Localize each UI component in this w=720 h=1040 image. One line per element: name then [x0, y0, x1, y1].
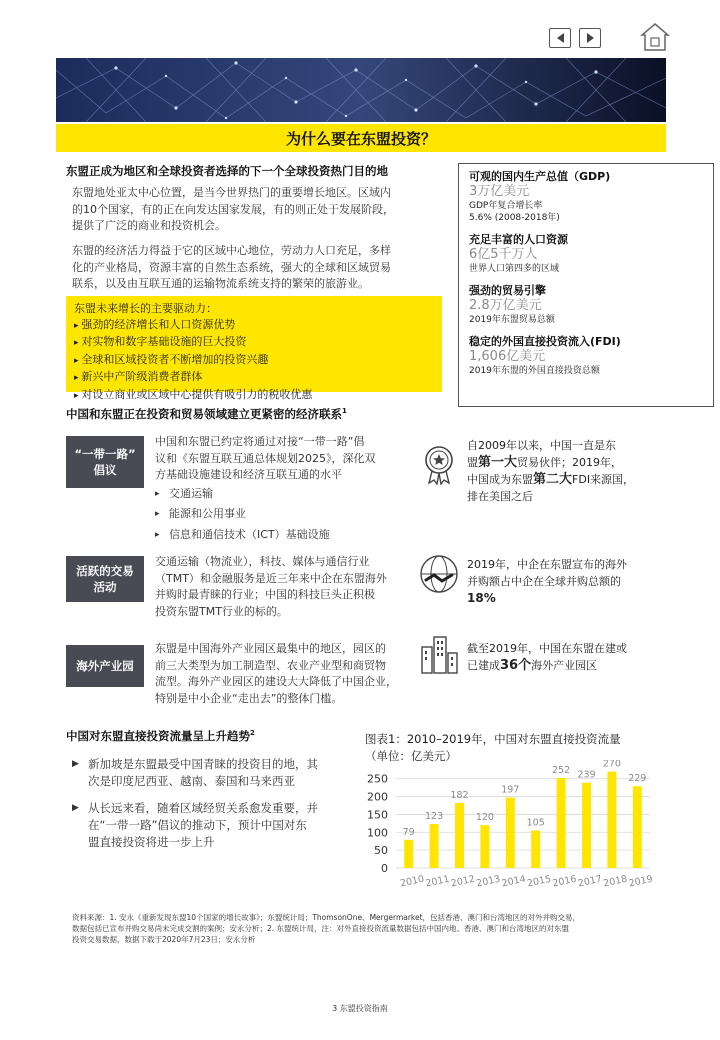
intro-paragraph-2: 东盟的经济活力得益于它的区域中心地位，劳动力人口充足，多样 化的产业格局，资源丰富的自然生态系统，强大的全球和区域贸易 联系，以及由互联互通的运输物流系统支持的繁荣的旅游业。 — [72, 244, 391, 290]
prev-button[interactable] — [549, 28, 571, 48]
bar — [531, 831, 540, 869]
bar — [633, 786, 642, 868]
deal-activity-text: 交通运输（物流业），科技、媒体与通信行业 （TMT）和金融服务是近三年来中企在东盟海外 并购时最青睐的行业；中国的科技巨头正积极 投资东盟TMT行业的标的。 — [155, 555, 387, 618]
chart-title: 图表1：2010–2019年，中国对东盟直接投资流量 （单位：亿美元） — [365, 732, 621, 763]
belt-road-text: 中国和东盟已约定将通过对接“一带一路”倡 议和《东盟互联互通总体规划2025》，深化双 方基础设施建设和经济互联互通的水平 ▸ 交通运输 ▸ 能源和公用事业 ▸ 信息和通信技术（ICT）基础设施 — [155, 434, 410, 547]
menu-icon[interactable] — [609, 30, 631, 46]
bar — [506, 798, 515, 868]
bar — [557, 778, 566, 868]
y-tick-label: 50 — [374, 844, 388, 858]
label-belt-road: “一带一路” 倡议 — [66, 436, 144, 488]
bar — [607, 772, 616, 868]
ma-share-text: 2019年，中企在东盟宣布的海外 并购额占中企在全球并购总额的 18% — [467, 558, 627, 605]
data-label: 239 — [577, 769, 596, 781]
data-label: 120 — [475, 812, 494, 824]
buildings-icon — [418, 633, 460, 675]
stats-sidebar — [458, 163, 714, 407]
data-label: 252 — [552, 765, 571, 776]
driver-item: ▸ 对实物和数字基础设施的巨大投资 — [74, 334, 434, 352]
driver-item: ▸ 强劲的经济增长和人口资源优势 — [74, 317, 434, 335]
stat-gdp: 可观的国内生产总值（GDP) 3万亿美元 GDP年复合增长率 5.6% (2008-2018年) — [469, 170, 611, 223]
list-item: ▸ 能源和公用事业 — [155, 506, 410, 523]
data-label: 182 — [450, 790, 469, 801]
growth-drivers-box — [66, 296, 442, 401]
y-tick-label: 150 — [367, 808, 388, 822]
data-label: 270 — [602, 760, 621, 770]
list-item: ▸ 信息和通信技术（ICT）基础设施 — [155, 527, 410, 544]
driver-item: ▸ 新兴中产阶级消费者群体 — [74, 369, 434, 387]
driver-item: ▸ 对设立商业或区域中心提供有吸引力的税收优惠 — [74, 387, 434, 405]
next-icon — [587, 33, 594, 43]
intro-heading: 东盟正成为地区和全球投资者选择的下一个全球投资热门目的地 — [66, 164, 388, 178]
bullet-item: ▶ 新加坡是东盟最受中国青睐的投资目的地，其 次是印度尼西亚、越南、泰国和马来西亚 — [72, 756, 342, 790]
fdi-bullets — [72, 756, 342, 861]
page-title: 为什么要在东盟投资？ — [56, 124, 666, 152]
medal-icon — [418, 443, 460, 485]
parks-count-text: 截至2019年，中国在东盟在建或 已建成36个海外产业园区 — [467, 642, 627, 673]
bar — [430, 824, 439, 868]
fdi-bar-chart — [360, 760, 660, 900]
y-tick-label: 0 — [381, 862, 388, 875]
bar — [480, 825, 489, 868]
source-footnote: 资料来源：1. 安永《重新发现东盟10个国家的增长故事》；东盟统计局；ThomsonOne、Mergermarket，包括香港、澳门和台湾地区的对外并购交易， 数据包括已宣布并购交易尚未完成交割的案例；安永分析；2. 东盟统计局，注：对外直接投资流量数据包括中国内地、香港、澳门和台湾地区的对东盟 投资交易数据，数据下载于2020年7月23日；安永分析 — [72, 913, 581, 944]
y-tick-label: 100 — [367, 826, 388, 840]
prev-icon — [557, 33, 564, 43]
bar — [404, 840, 413, 868]
label-deal-activity: 活跃的交易 活动 — [66, 556, 144, 602]
data-label: 79 — [402, 826, 415, 838]
bar — [582, 783, 591, 868]
drivers-title: 东盟未来增长的主要驱动力： — [74, 302, 217, 315]
x-tick-label: 2018 — [602, 873, 629, 890]
data-label: 123 — [425, 811, 444, 823]
data-label: 197 — [501, 784, 520, 796]
next-button[interactable] — [579, 28, 601, 48]
data-label: 229 — [628, 773, 647, 785]
bullet-item: ▶ 从长远来看，随着区域经贸关系愈发重要，并 在“一带一路”倡议的推动下，预计中国对东 盟直接投资将进一步上升 — [72, 800, 342, 851]
fdi-heading: 中国对东盟直接投资流量呈上升趋势$^2$ — [66, 729, 255, 743]
label-industrial-parks: 海外产业园 — [66, 645, 144, 687]
data-label: 105 — [526, 817, 545, 829]
intro-paragraph-1: 东盟地处亚太中心位置，是当今世界热门的重要增长地区。区域内 的10个国家，有的正在向发达国家发展，有的则正处于发展阶段， 提供了广泛的商业和投资机会。 — [72, 186, 394, 232]
stat-trade: 强劲的贸易引擎 2.8万亿美元 2019年东盟贸易总额 — [469, 284, 555, 325]
bar — [455, 803, 464, 868]
list-item: ▸ 交通运输 — [155, 486, 410, 503]
x-tick-label: 2017 — [577, 873, 603, 890]
industrial-parks-text: 东盟是中国海外产业园区最集中的地区，园区的 前三大类型为加工制造型、农业产业型和商贸物 流型。海外产业园区的建设大大降低了中国企业， 特别是中小企业“走出去”的整体门槛。 — [155, 642, 397, 705]
trade-partner-text: 自2009年以来，中国一直是东 盟第一大贸易伙伴；2019年， 中国成为东盟第二大FDI来源国， 排在美国之后 — [467, 439, 635, 503]
x-tick-label: 2010 — [399, 873, 426, 890]
stat-fdi: 稳定的外国直接投资流入(FDI) 1,606亿美元 2019年东盟的外国直接投资总额 — [469, 335, 621, 376]
x-tick-label: 2016 — [551, 873, 578, 890]
x-tick-label: 2019 — [627, 873, 654, 890]
hero-image — [56, 58, 666, 122]
x-tick-label: 2015 — [526, 873, 553, 890]
x-tick-label: 2013 — [475, 873, 502, 890]
y-tick-label: 250 — [367, 772, 388, 786]
x-tick-label: 2014 — [500, 873, 527, 890]
page-number: 3 东盟投资指南 — [332, 1004, 388, 1013]
links-heading: 中国和东盟正在投资和贸易领域建立更紧密的经济联系$^1$ — [66, 407, 347, 421]
x-tick-label: 2012 — [450, 873, 476, 890]
handshake-icon — [418, 553, 460, 595]
home-icon[interactable] — [640, 22, 670, 52]
stat-population: 充足丰富的人口资源 6亿5千万人 世界人口第四多的区域 — [469, 233, 568, 274]
x-tick-label: 2011 — [424, 873, 451, 890]
driver-item: ▸ 全球和区域投资者不断增加的投资兴趣 — [74, 352, 434, 370]
y-tick-label: 200 — [367, 790, 388, 804]
